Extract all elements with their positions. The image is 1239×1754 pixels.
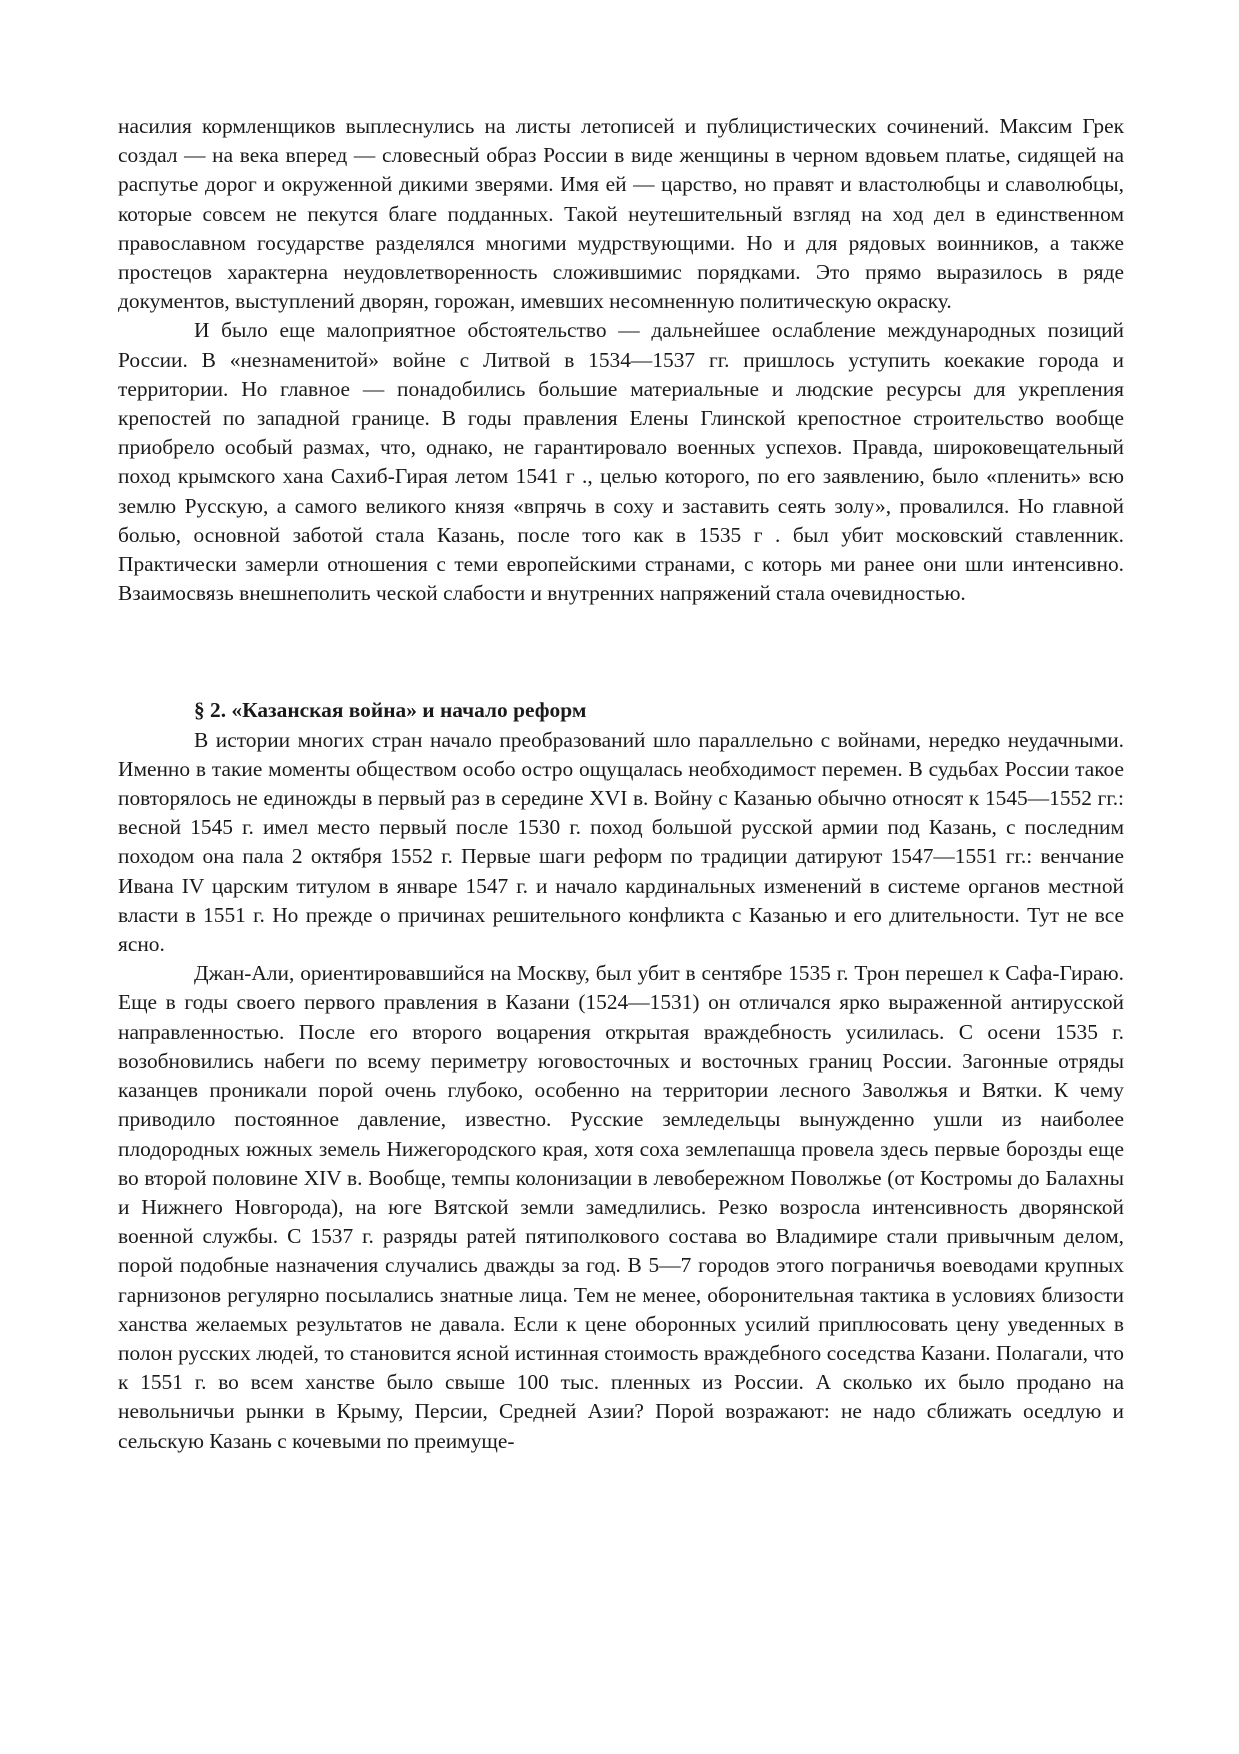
section-gap — [118, 608, 1124, 696]
paragraph-continuation: насилия кормленщиков выплеснулись на листы летописей и публицистических сочинений. Максим Грек создал — на века вперед — словесный образ России в виде женщины в черном вдовьем платье, сидящей на распутье дорог и окруженной дикими зверями. Имя ей — царство, но правят и властолюбцы и славолюбцы, которые совсем не пекутся благе подданных. Такой неутешительный взгляд на ход дел в единственном православном государстве разделялся многими мудрствующими. Но и для рядовых воинников, а также простецов характерна неудовлетворенность сложившимис порядками. Это прямо выразилось в ряде документов, выступлений дворян, горожан, имевших несомненную политическую окраску. — [118, 114, 1124, 314]
section-heading: § 2. «Казанская война» и начало реформ — [194, 698, 587, 723]
paragraph-jan-ali: Джан-Али, ориентировавшийся на Москву, был убит в сентябре 1535 г. Трон перешел к Сафа-Гираю. Еще в годы своего первого правления в Казани (1524—1531) он отличался ярко выраженной антирусской направленностью. После его второго воцарения открытая враждебность усилилась. С осени 1535 г. возобновились набеги по всему периметру юговосточных и восточных границ России. Загонные отряды казанцев проникали порой очень глубоко, особенно на территории лесного Заволжья и Вятки. К чему приводило постоянное давление, известно. Русские земледельцы вынужденно ушли из наиболее плодородных южных земель Нижегородского края, хотя соха землепашца провела здесь первые борозды еще во второй половине XIV в. Вообще, темпы колонизации в левобережном Поволжье (от Костромы до Балахны и Нижнего Новгорода), на юге Вятской земли замедлились. Резко возросла интенсивность дворянской военной службы. С 1537 г. разряды ратей пятиполкового состава во Владимире стали привычным делом, порой подобные назначения случались дважды за год. В 5—7 городов этого пограничья воеводами крупных гарнизонов регулярно посылались знатные лица. Тем не менее, оборонительная тактика в условиях близости ханства желаемых результатов не давала. Если к цене оборонных усилий приплюсовать цену уведенных в полон русских людей, то становится ясной истинная стоимость враждебного соседства Казани. Полагали, что к 1551 г. во всем ханстве было свыше 100 тыс. пленных из России. А сколько их было продано на невольничьи рынки в Крыму, Персии, Средней Азии? Порой возражают: не надо сближать оседлую и сельскую Казань с кочевыми по преимуще- — [118, 961, 1124, 1453]
paragraph-kazan-war-intro: В истории многих стран начало преобразований шло параллельно с войнами, нередко неудачными. Именно в такие моменты обществом особо остро ощущалась необходимост перемен. В судьбах России такое повторялось не единожды в первый раз в середине XVI в. Войну с Казанью обычно относят к 1545—1552 гг.: весной 1545 г. имел место первый после 1530 г. поход большой русской армии под Казань, с последним походом она пала 2 октября 1552 г. Первые шаги реформ по традиции датируют 1547—1551 гг.: венчание Ивана IV царским титулом в январе 1547 г. и начало кардинальных изменений в системе органов местной власти в 1551 г. Но прежде о причинах решительного конфликта с Казанью и его длительности. Тут не все ясно. — [118, 727, 1124, 957]
document-page — [118, 112, 1124, 1456]
paragraph-international-position: И было еще малоприятное обстоятельство — дальнейшее ослабление международных позиций России. В «незнаменитой» войне с Литвой в 1534—1537 гг. пришлось уступить коекакие города и территории. Но главное — понадобились большие материальные и людские ресурсы для укрепления крепостей по западной границе. В годы правления Елены Глинской крепостное строительство вообще приобрело особый размах, что, однако, не гарантировало военных успехов. Правда, широковещательный поход крымского хана Сахиб-Гирая летом 1541 г ., целью которого, по его заявлению, было «пленить» всю землю Русскую, а самого великого князя «впрячь в соху и заставить сеять золу», провалился. Но главной болью, основной заботой стала Казань, после того как в 1535 г . был убит московский ставленник. Практически замерли отношения с теми европейскими странами, с которь ми ранее они шли интенсивно. Взаимосвязь внешнеполить ческой слабости и внутренних напряжений стала очевидностью. — [118, 318, 1124, 606]
